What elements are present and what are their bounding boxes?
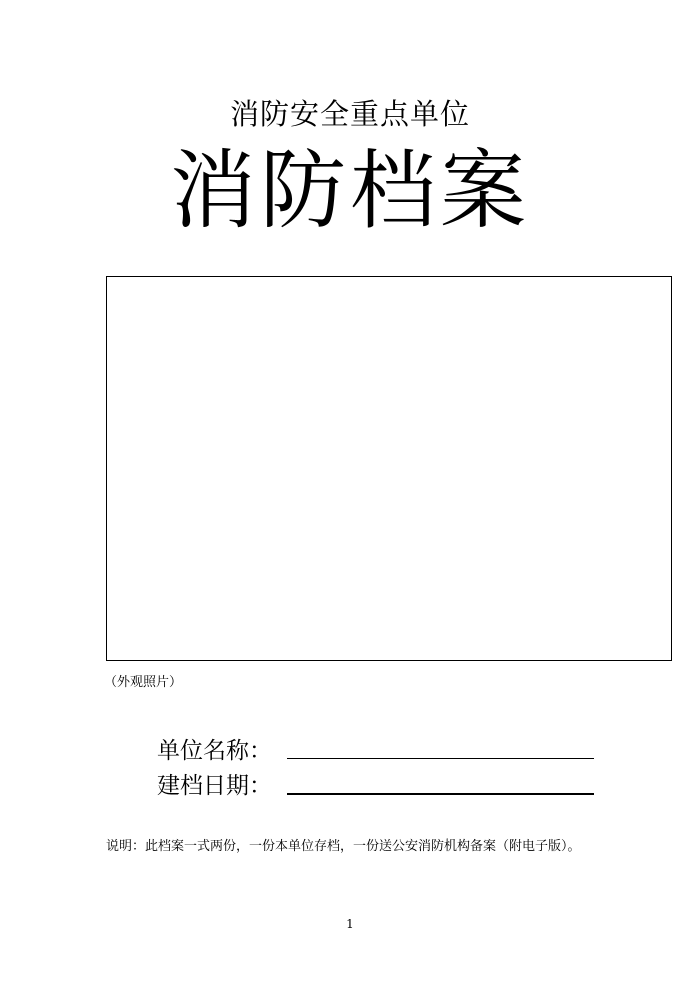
document-title: 消防档案 xyxy=(170,141,530,241)
unit-name-label: 单位名称： xyxy=(157,738,272,764)
unit-name-underline xyxy=(287,758,594,759)
filing-date-field xyxy=(157,767,617,801)
filing-date-label: 建档日期： xyxy=(157,773,272,799)
page-number: 1 xyxy=(346,917,354,931)
exterior-photo-frame xyxy=(106,276,672,661)
filing-date-underline xyxy=(287,793,594,795)
photo-caption: （外观照片） xyxy=(104,675,183,690)
document-subtitle: 消防安全重点单位 xyxy=(229,97,470,131)
instructions-note: 说明：此档案一式两份，一份本单位存档，一份送公安消防机构备案（附电子版）。 xyxy=(106,839,581,854)
unit-name-field xyxy=(157,732,617,766)
